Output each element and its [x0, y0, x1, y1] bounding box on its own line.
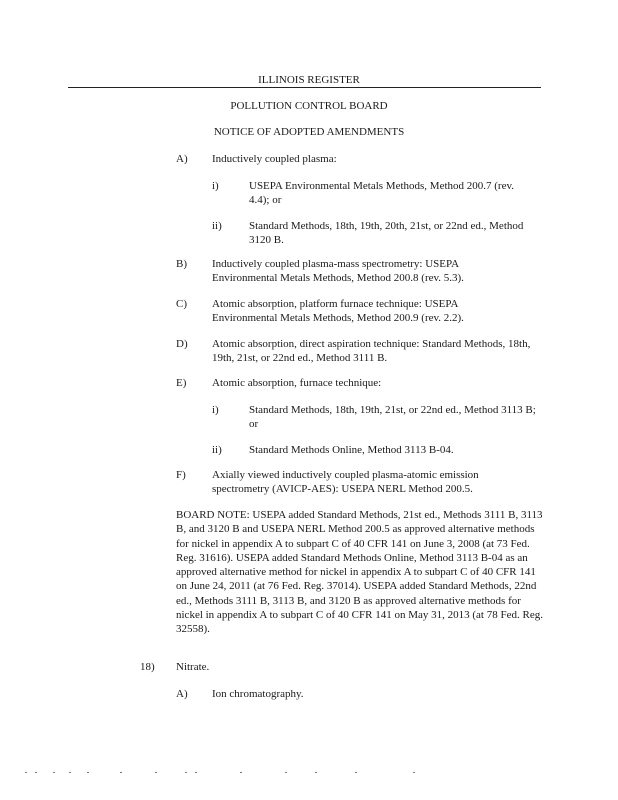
item-d-label: D) — [176, 338, 188, 350]
item-a-ii-label: ii) — [212, 220, 222, 232]
header-rule — [68, 87, 541, 88]
item-18-text: Nitrate. — [176, 661, 210, 673]
item-c-text: Atomic absorption, platform furnace technique: USEPA Environmental Metals Methods, Method 200.9 (rev. 2.2). — [212, 298, 464, 325]
item-18-a-label: A) — [176, 688, 188, 700]
item-e-ii-text: Standard Methods Online, Method 3113 B-04. — [249, 444, 454, 456]
item-e-ii-label: ii) — [212, 444, 222, 456]
item-c-label: C) — [176, 298, 187, 310]
item-e-i-label: i) — [212, 404, 219, 416]
item-f-text: Axially viewed inductively coupled plasma-atomic emission spectrometry (AVICP-AES): USEPA NERL Method 200.5. — [212, 469, 479, 496]
item-a-i-label: i) — [212, 180, 219, 192]
item-a-i-text: USEPA Environmental Metals Methods, Method 200.7 (rev. 4.4); or — [249, 180, 514, 207]
scan-artifacts — [25, 770, 425, 776]
item-a-ii-text: Standard Methods, 18th, 19th, 20th, 21st, or 22nd ed., Method 3120 B. — [249, 220, 524, 247]
register-title: ILLINOIS REGISTER — [258, 74, 360, 86]
item-18-label: 18) — [140, 661, 155, 673]
board-note: BOARD NOTE: USEPA added Standard Methods, 21st ed., Methods 3111 B, 3113 B, and 3120 B and USEPA NERL Method 200.5 as approved alternative methods for nickel in appendix A to subpart C of 40 CFR 141 on June 3, 2008 (at 73 Fed. Reg. 31616). USEPA added Standard Methods Online, Method 3113 B-04 as an approved alternative method for nickel in appendix A to subpart C of 40 CFR 141 on June 24, 2011 (at 76 Fed. Reg. 37014). USEPA added Standard Methods, 22nd ed., Methods 3111 B, 3113 B, and 3120 B as approved alternative methods for nickel in appendix A to subpart C of 40 CFR 141 on May 31, 2013 (at 78 Fed. Reg. 32558). — [176, 509, 543, 636]
item-b-text: Inductively coupled plasma-mass spectrometry: USEPA Environmental Metals Methods, Method 200.8 (rev. 5.3). — [212, 258, 464, 285]
item-b-label: B) — [176, 258, 187, 270]
notice-title: NOTICE OF ADOPTED AMENDMENTS — [213, 126, 405, 138]
item-a-text: Inductively coupled plasma: — [212, 153, 337, 165]
item-e-text: Atomic absorption, furnace technique: — [212, 377, 382, 389]
item-e-label: E) — [176, 377, 187, 389]
board-title: POLLUTION CONTROL BOARD — [230, 100, 388, 112]
item-f-label: F) — [176, 469, 186, 481]
item-e-i-text: Standard Methods, 18th, 19th, 21st, or 22nd ed., Method 3113 B; or — [249, 404, 536, 431]
item-a-label: A) — [176, 153, 188, 165]
item-18-a-text: Ion chromatography. — [212, 688, 304, 700]
item-d-text: Atomic absorption, direct aspiration technique: Standard Methods, 18th, 19th, 21st, or 22nd ed., Method 3111 B. — [212, 338, 531, 365]
